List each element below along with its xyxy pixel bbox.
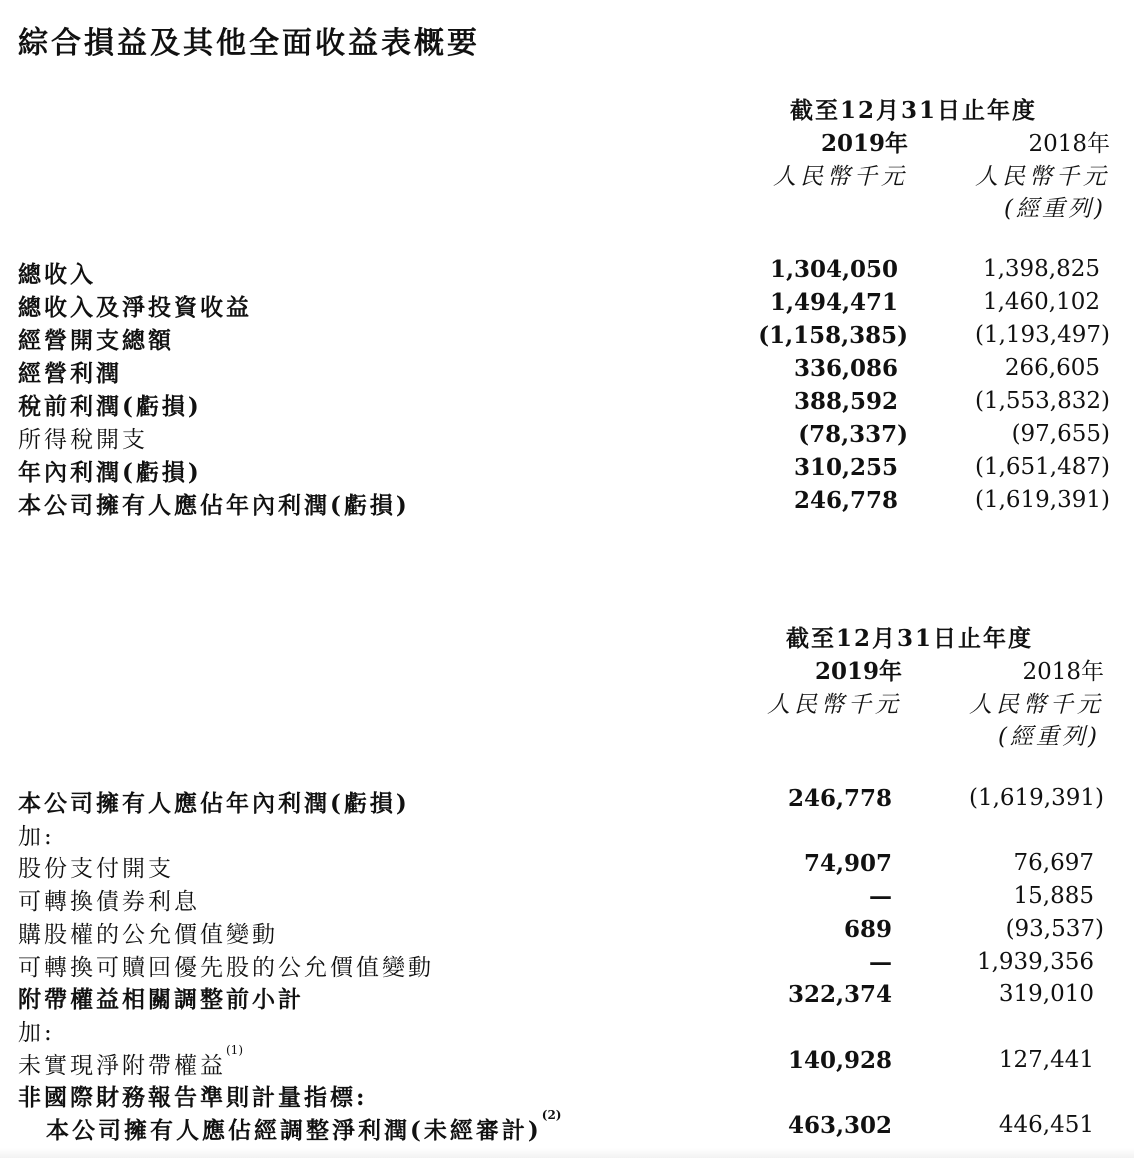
row-label <box>18 256 96 289</box>
row-label <box>18 421 148 454</box>
value-text: 76,697 <box>1013 850 1094 877</box>
row-label <box>18 949 434 982</box>
value-2019 <box>788 1112 902 1139</box>
value-2019 <box>794 388 908 415</box>
value-2018 <box>983 256 1110 282</box>
table-row <box>0 421 1134 454</box>
value-text: 246,778 <box>793 487 898 514</box>
year-2019-heading: 2019年 <box>814 658 902 685</box>
value-text: 388,592 <box>793 388 898 415</box>
period-heading: 截至12月31日止年度 <box>790 97 1038 124</box>
value-2018 <box>999 1112 1104 1138</box>
row-label <box>18 1014 55 1047</box>
value-text: 140,928 <box>787 1046 892 1074</box>
value-text: (1,651,487) <box>974 454 1110 480</box>
value-text: 1,304,050 <box>769 256 898 283</box>
row-label-text: 經營利潤 <box>18 360 122 387</box>
value-text: — <box>869 883 892 911</box>
value-2018 <box>1005 355 1110 381</box>
table-row <box>0 916 1134 949</box>
value-2018 <box>999 981 1104 1007</box>
restated-note: (經重列) <box>1004 196 1106 222</box>
row-label <box>18 981 304 1014</box>
value-text: 310,255 <box>793 454 898 481</box>
value-2019 <box>794 454 908 481</box>
value-2019 <box>869 949 902 976</box>
value-text: (1,619,391) <box>974 487 1110 513</box>
value-text: (1,193,497) <box>974 322 1110 348</box>
value-2019 <box>788 785 902 812</box>
value-2019 <box>804 850 902 877</box>
table-row <box>0 850 1134 883</box>
row-label-text: 總收入 <box>18 261 96 288</box>
row-label-text: 稅前利潤(虧損) <box>18 393 202 420</box>
period-heading: 截至12月31日止年度 <box>786 625 1034 652</box>
value-2018 <box>1014 850 1104 876</box>
value-text: (1,619,391) <box>968 785 1104 811</box>
year-2018-heading: 2018年 <box>1022 659 1104 685</box>
value-text: (1,158,385) <box>758 322 908 349</box>
value-2018 <box>999 1047 1104 1073</box>
value-2018 <box>977 949 1104 975</box>
restated-note: (經重列) <box>998 724 1100 750</box>
row-label <box>18 818 55 851</box>
value-text: 1,460,102 <box>982 289 1100 315</box>
year-2018-heading: 2018年 <box>1028 131 1110 157</box>
table-row <box>0 256 1134 289</box>
value-text: 446,451 <box>998 1112 1094 1138</box>
value-2019 <box>770 256 908 283</box>
value-text: 74,907 <box>803 850 892 878</box>
value-text: — <box>869 948 892 976</box>
table-row <box>0 1079 1134 1112</box>
row-label-text: 購股權的公允價值變動 <box>18 921 278 948</box>
row-label-text: 總收入及淨投資收益 <box>18 294 252 321</box>
row-label-text: 加: <box>18 1019 55 1046</box>
value-2018 <box>1014 883 1104 909</box>
row-label <box>18 1079 368 1112</box>
value-2019 <box>869 883 902 910</box>
value-2019 <box>794 487 908 514</box>
row-label <box>18 487 410 520</box>
currency-2019: 人民幣千元 <box>767 692 902 718</box>
value-2018 <box>1012 421 1110 447</box>
table-row <box>0 785 1134 818</box>
row-label-text: 本公司擁有人應佔年內利潤(虧損) <box>18 492 410 519</box>
row-label <box>18 355 122 388</box>
row-label <box>18 289 252 322</box>
row-label-text: 年內利潤(虧損) <box>18 459 202 486</box>
footnote-marker: (2) <box>541 1108 562 1122</box>
value-text: (1,553,832) <box>974 388 1110 414</box>
row-label-text: 股份支付開支 <box>18 856 174 883</box>
row-label <box>18 1042 243 1080</box>
row-label-text: 本公司擁有人應佔年內利潤(虧損) <box>18 790 410 817</box>
value-2019 <box>844 916 902 943</box>
row-label-text: 加: <box>18 823 55 850</box>
value-text: 266,605 <box>1004 355 1100 381</box>
row-label-text: 所得稅開支 <box>18 427 148 453</box>
table-row <box>0 355 1134 388</box>
table-row <box>0 487 1134 520</box>
value-2018 <box>975 388 1110 414</box>
table-row <box>0 454 1134 487</box>
value-2018 <box>1006 916 1104 942</box>
value-text: 1,939,356 <box>976 948 1094 975</box>
value-2019 <box>794 355 908 382</box>
row-label-text: 非國際財務報告準則計量指標: <box>18 1084 368 1112</box>
value-2018 <box>975 487 1110 513</box>
row-label-text: 未實現淨附帶權益 <box>18 1052 226 1079</box>
value-2018 <box>975 322 1110 348</box>
value-2018 <box>975 454 1110 480</box>
value-text: 1,494,471 <box>769 289 898 316</box>
value-text: (93,537) <box>1005 915 1104 942</box>
year-2019-heading: 2019年 <box>820 130 908 157</box>
row-label <box>18 850 174 883</box>
table-row <box>0 1108 1134 1145</box>
row-label-text: 可轉換可贖回優先股的公允價值變動 <box>18 954 434 981</box>
row-label <box>18 454 202 487</box>
row-label-text: 可轉換債券利息 <box>18 889 200 916</box>
currency-2018: 人民幣千元 <box>975 164 1110 190</box>
bottom-edge <box>0 1148 1134 1158</box>
value-text: 322,374 <box>787 981 892 1009</box>
value-text: 319,010 <box>998 981 1094 1008</box>
value-text: 463,302 <box>787 1112 892 1139</box>
table-row <box>0 883 1134 916</box>
table-row <box>0 322 1134 355</box>
value-text: 246,778 <box>787 785 892 812</box>
value-2019 <box>758 322 908 349</box>
value-2019 <box>788 981 902 1008</box>
value-text: 336,086 <box>793 355 898 382</box>
row-label <box>18 322 174 355</box>
table-row <box>0 1014 1134 1047</box>
currency-2018: 人民幣千元 <box>969 692 1104 718</box>
value-text: 127,441 <box>998 1046 1094 1073</box>
page-title: 綜合損益及其他全面收益表概要 <box>18 26 480 61</box>
value-2019 <box>788 1047 902 1074</box>
table-row <box>0 981 1134 1014</box>
value-2019 <box>770 289 908 316</box>
value-2019 <box>798 421 908 448</box>
table-row <box>0 388 1134 421</box>
currency-2019: 人民幣千元 <box>773 164 908 190</box>
value-text: 15,885 <box>1013 883 1094 910</box>
table-row <box>0 289 1134 322</box>
value-text: 689 <box>843 915 892 943</box>
value-text: (97,655) <box>1011 421 1110 447</box>
footnote-marker: (1) <box>226 1042 243 1057</box>
table-row <box>0 818 1134 851</box>
row-label <box>18 785 410 818</box>
value-2018 <box>969 785 1104 811</box>
row-label <box>18 916 278 949</box>
value-text: (78,337) <box>798 421 908 448</box>
row-label <box>46 1108 562 1145</box>
value-2018 <box>983 289 1110 315</box>
row-label <box>18 883 200 916</box>
row-label-text: 經營開支總額 <box>18 327 174 354</box>
value-text: 1,398,825 <box>982 256 1100 282</box>
row-label <box>18 388 202 421</box>
row-label-text: 附帶權益相關調整前小計 <box>18 986 304 1014</box>
row-label-text: 本公司擁有人應佔經調整淨利潤(未經審計) <box>46 1117 542 1144</box>
table-row <box>0 1042 1134 1080</box>
table-row <box>0 949 1134 982</box>
